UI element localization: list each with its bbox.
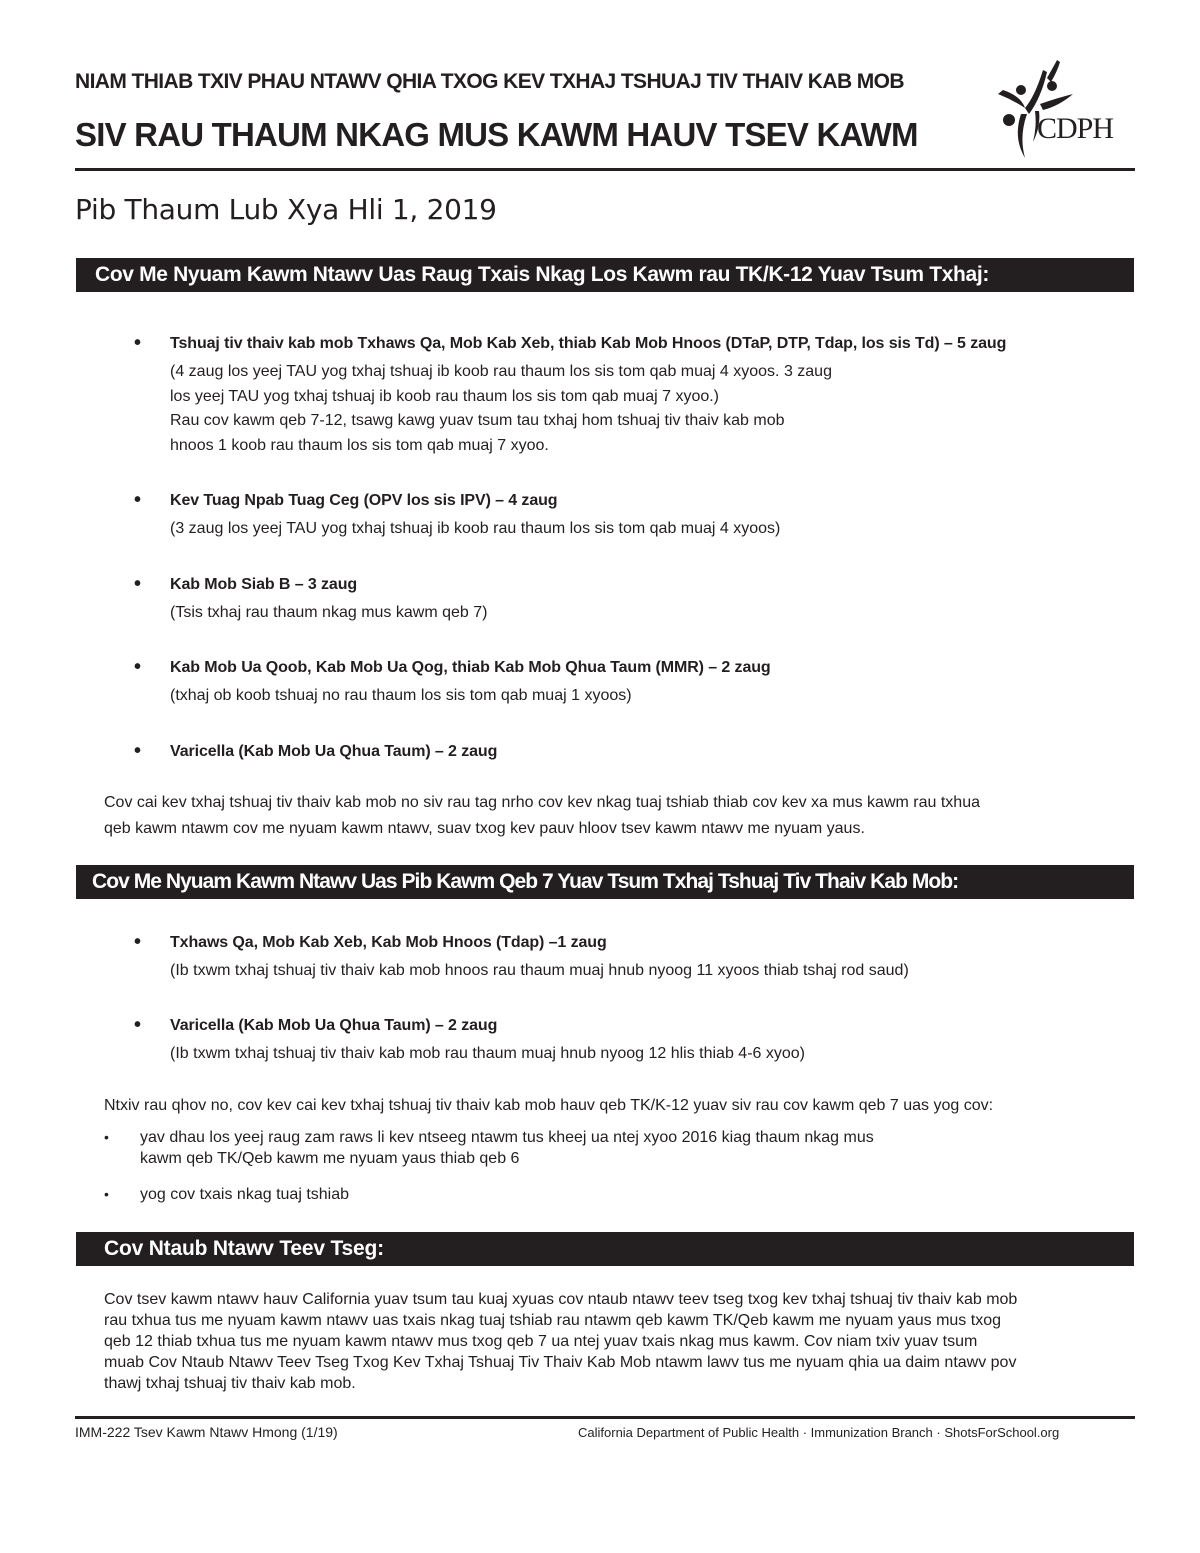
bullet-icon: • (134, 489, 142, 511)
vaccine-requirement: Varicella (Kab Mob Ua Qhua Taum) – 2 zaug (170, 1017, 498, 1034)
sub-item-text (140, 1127, 874, 1169)
section3-heading: Cov Ntaub Ntawv Teev Tseg: (104, 1237, 384, 1260)
paragraph-line: Cov cai kev txhaj tshuaj tiv thaiv kab mob no siv rau tag nrho cov kev nkag tuaj tshiab thiab cov kev xa mus kawm rau txhua (104, 794, 980, 811)
note-line: Rau cov kawm qeb 7-12, tsawg kawg yuav tsum tau txhaj hom tshuaj tiv thaiv kab mob (170, 412, 785, 429)
vaccine-note (170, 360, 832, 458)
page-title: SIV RAU THAUM NKAG MUS KAWM HAUV TSEV KAWM (75, 116, 918, 153)
vaccine-requirement: Tshuaj tiv thaiv kab mob Txhaws Qa, Mob Kab Xeb, thiab Kab Mob Hnoos (DTaP, DTP, Tdap, los sis Td) – 5 zaug (170, 335, 1007, 352)
vaccine-requirement: Txhaws Qa, Mob Kab Xeb, Kab Mob Hnoos (Tdap) –1 zaug (170, 934, 607, 951)
vaccine-note (170, 684, 632, 709)
cdph-figures-icon (995, 56, 1135, 166)
vaccine-requirement: Varicella (Kab Mob Ua Qhua Taum) – 2 zaug (170, 743, 498, 760)
section2-heading: Cov Me Nyuam Kawm Ntawv Uas Pib Kawm Qeb 7 Yuav Tsum Txhaj Tshuaj Tiv Thaiv Kab Mob: (92, 870, 959, 893)
vaccine-requirement: Kab Mob Ua Qoob, Kab Mob Ua Qog, thiab Kab Mob Qhua Taum (MMR) – 2 zaug (170, 659, 771, 676)
vaccine-note (170, 959, 909, 984)
note-line: los yeej TAU yog txhaj tshuaj ib koob rau thaum los sis tom qab muaj 7 xyoo.) (170, 387, 720, 405)
bullet-icon: • (134, 931, 142, 953)
paragraph-line: Cov tsev kawm ntawv hauv California yuav tsum tau kuaj xyuas cov ntaub ntawv teev tseg txog kev txhaj tshuaj tiv thaiv kab mob (104, 1291, 1018, 1308)
paragraph-line: Ntxiv rau qhov no, cov kev cai kev txhaj tshuaj tiv thaiv kab mob hauv qeb TK/K-12 yuav siv rau cov kawm qeb 7 uas yog cov: (104, 1097, 994, 1114)
bullet-icon: • (104, 1186, 109, 1202)
paragraph-line: thawj txhaj tshuaj tiv thaiv kab mob. (104, 1375, 356, 1392)
footer-credit: California Department of Public Health · Immunization Branch · ShotsForSchool.org (578, 1425, 1060, 1440)
sub-item-line: yav dhau los yeej raug zam raws li kev ntseeg ntawm tus kheej ua ntej xyoo 2016 kiag thaum nkag mus (140, 1129, 874, 1146)
cdph-logo-text: CDPH (1037, 112, 1114, 145)
header-divider (75, 168, 1135, 171)
vaccine-note (170, 601, 487, 626)
vaccine-note (170, 517, 780, 542)
bullet-icon: • (104, 1129, 109, 1145)
vaccine-requirement: Kev Tuag Npab Tuag Ceg (OPV los sis IPV) – 4 zaug (170, 492, 558, 509)
section1-heading: Cov Me Nyuam Kawm Ntawv Uas Raug Txais Nkag Los Kawm rau TK/K-12 Yuav Tsum Txhaj: (95, 263, 989, 286)
bullet-icon: • (134, 332, 142, 354)
vaccine-requirement: Kab Mob Siab B – 3 zaug (170, 576, 358, 593)
section3-heading-bar (76, 1232, 1134, 1266)
section2-heading-bar (76, 865, 1134, 899)
form-id: IMM-222 Tsev Kawm Ntawv Hmong (1/19) (75, 1424, 338, 1440)
paragraph-line: rau txhua tus me nyuam kawm ntawv uas txais nkag tuaj tshiab rau ntawm qeb kawm TK/Qeb kawm me nyuam yaus mus txog (104, 1312, 1001, 1329)
section1-note (104, 790, 1134, 842)
vaccine-note (170, 1042, 805, 1067)
paragraph-line: qeb 12 thiab txhua tus me nyuam kawm ntawv mus txog qeb 7 ua ntej yuav txais nkag mus kawm. Cov niam txiv yuav tsum (104, 1333, 978, 1350)
bullet-icon: • (134, 740, 142, 762)
bullet-icon: • (134, 1014, 142, 1036)
sub-item-text (140, 1184, 349, 1205)
cdph-logo (995, 56, 1135, 166)
sub-item-line: yog cov txais nkag tuaj tshiab (140, 1186, 350, 1203)
bullet-icon: • (134, 656, 142, 678)
section3-body (104, 1289, 1134, 1394)
note-line: (Ib txwm txhaj tshuaj tiv thaiv kab mob hnoos rau thaum muaj hnub nyoog 11 xyoos thiab tshaj rod saud) (170, 962, 909, 979)
section2-intro (104, 1093, 1134, 1119)
section1-heading-bar (76, 258, 1134, 292)
note-line: (Ib txwm txhaj tshuaj tiv thaiv kab mob rau thaum muaj hnub nyoog 12 hlis thiab 4-6 xyoo) (170, 1045, 805, 1062)
paragraph-line: qeb kawm ntawm cov me nyuam kawm ntawv, suav txog kev pauv hloov tsev kawm ntawv me nyuam yaus. (104, 820, 865, 837)
paragraph-line: muab Cov Ntaub Ntawv Teev Tseg Txog Kev Txhaj Tshuaj Tiv Thaiv Kab Mob ntawm lawv tus me nyuam qhia ua daim ntawv pov (104, 1354, 1017, 1371)
note-line: (Tsis txhaj rau thaum nkag mus kawm qeb 7) (170, 604, 488, 621)
bullet-icon: • (134, 573, 142, 595)
footer-divider (75, 1416, 1135, 1419)
note-line: (txhaj ob koob tshuaj no rau thaum los sis tom qab muaj 1 xyoos) (170, 687, 632, 704)
note-line: hnoos 1 koob rau thaum los sis tom qab muaj 7 xyoo. (170, 436, 549, 454)
note-line: (4 zaug los yeej TAU yog txhaj tshuaj ib koob rau thaum los sis tom qab muaj 4 xyoos. 3 zaug (170, 363, 832, 380)
header-subtitle: NIAM THIAB TXIV PHAU NTAWV QHIA TXOG KEV TXHAJ TSHUAJ TIV THAIV KAB MOB (75, 70, 904, 93)
effective-date: Pib Thaum Lub Xya Hli 1, 2019 (75, 193, 497, 226)
sub-item-line: kawm qeb TK/Qeb kawm me nyuam yaus thiab qeb 6 (140, 1150, 520, 1167)
note-line: (3 zaug los yeej TAU yog txhaj tshuaj ib koob rau thaum los sis tom qab muaj 4 xyoos) (170, 520, 781, 537)
